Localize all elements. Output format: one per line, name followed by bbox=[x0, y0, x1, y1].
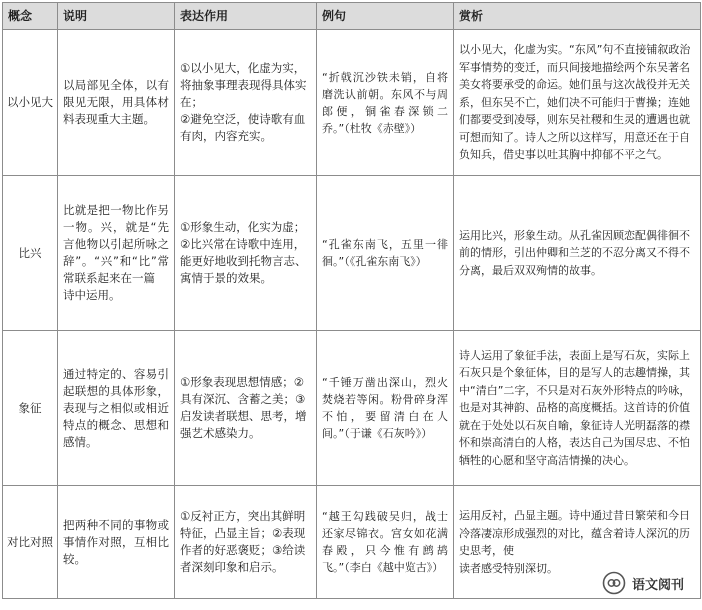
concept-table bbox=[2, 2, 701, 599]
example-cell: “越王勾践破吴归，战士还家尽锦衣。宫女如花满春殿，只今惟有鹧鸪飞。”（李白《越中览古》） bbox=[317, 486, 454, 599]
function-cell: ①以小见大，化虚为实，将抽象事理表现得具体实在； ②避免空泛，使诗歌有血有肉，内容充实。 bbox=[175, 30, 317, 176]
watermark-text: 语文阅刊 bbox=[631, 577, 684, 593]
header-concept: 概念 bbox=[3, 3, 58, 30]
appreciation-cell: 运用比兴，形象生动。从孔雀因顾恋配偶徘徊不前的情形，引出仲卿和兰芝的不忍分离又不得不分离，最后双双殉情的故事。 bbox=[454, 176, 701, 331]
concept-cell: 以小见大 bbox=[3, 30, 58, 176]
table-row bbox=[3, 486, 701, 599]
function-cell: ①形象生动，化实为虚；②比兴常在诗歌中连用，能更好地收到托物言志、寓情于景的效果。 bbox=[175, 176, 317, 331]
table-row bbox=[3, 176, 701, 331]
wechat-official-account-icon bbox=[602, 571, 626, 595]
concept-cell: 象征 bbox=[3, 331, 58, 486]
explanation-cell: 比就是把一物比作另一物。兴，就是“先言他物以引起所咏之辞”。“兴”和“比”常常联系起来在一篇 诗中运用。 bbox=[58, 176, 175, 331]
example-cell: “千锤万凿出深山，烈火焚烧若等闲。粉骨碎身浑不怕，要留清白在人间。”（于谦《石灰吟》） bbox=[317, 331, 454, 486]
table-row bbox=[3, 30, 701, 176]
explanation-cell: 通过特定的、容易引起联想的具体形象，表现与之相似或相近特点的概念、思想和感情。 bbox=[58, 331, 175, 486]
header-appreciation: 赏析 bbox=[454, 3, 701, 30]
example-cell: “孔雀东南飞，五里一徘徊。”（《孔雀东南飞》） bbox=[317, 176, 454, 331]
table-row bbox=[3, 331, 701, 486]
appreciation-cell: 运用反衬，凸显主题。诗中通过昔日繁荣和今日冷落凄凉形成强烈的对比，蕴含着诗人深沉的历史思考，使 读者感受特别深切。 bbox=[454, 486, 701, 599]
header-function: 表达作用 bbox=[175, 3, 317, 30]
appreciation-cell: 诗人运用了象征手法，表面上是写石灰，实际上石灰只是个象征体，目的是写人的志趣情操，其中“清白”二字，不只是对石灰外形特点的吟咏，也是对其神韵、品格的高度概括。这首诗的价值就在于处处以石灰自喻，象征诗人光明磊落的襟怀和崇高清白的人格，表达自己为国尽忠、不怕牺牲的心愿和坚守高洁情操的决心。 bbox=[454, 331, 701, 486]
example-cell: “折戟沉沙铁未销，自将磨洗认前朝。东风不与周郎便，铜雀春深锁二乔。”（杜牧《赤壁》） bbox=[317, 30, 454, 176]
header-example: 例句 bbox=[317, 3, 454, 30]
watermark bbox=[598, 569, 688, 597]
function-cell: ①反衬正方，突出其鲜明特征，凸显主旨；②表现作者的好恶褒贬；③给读者深刻印象和启示。 bbox=[175, 486, 317, 599]
explanation-cell: 把两种不同的事物或事情作对照，互相比较。 bbox=[58, 486, 175, 599]
explanation-cell: 以局部见全体，以有限见无限，用具体材料表现重大主题。 bbox=[58, 30, 175, 176]
concept-cell: 比兴 bbox=[3, 176, 58, 331]
concept-cell: 对比对照 bbox=[3, 486, 58, 599]
header-explanation: 说明 bbox=[58, 3, 175, 30]
function-cell: ①形象表现思想情感；②具有深沉、含蓄之美；③启发读者联想、思考，增强艺术感染力。 bbox=[175, 331, 317, 486]
table-header-row bbox=[3, 3, 701, 30]
appreciation-cell: 以小见大，化虚为实。“东风”句不直接铺叙政治军事情势的变迁，而只间接地描绘两个东吴著名美女将要承受的命运。她们虽与这次战役并无关系，但东吴不亡，她们决不可能归于曹操；连她们都要受到凌辱，则东吴社稷和生灵的遭遇也就可想而知了。诗人之所以这样写，用意还在于自负知兵，借史事以吐其胸中抑郁不平之气。 bbox=[454, 30, 701, 176]
